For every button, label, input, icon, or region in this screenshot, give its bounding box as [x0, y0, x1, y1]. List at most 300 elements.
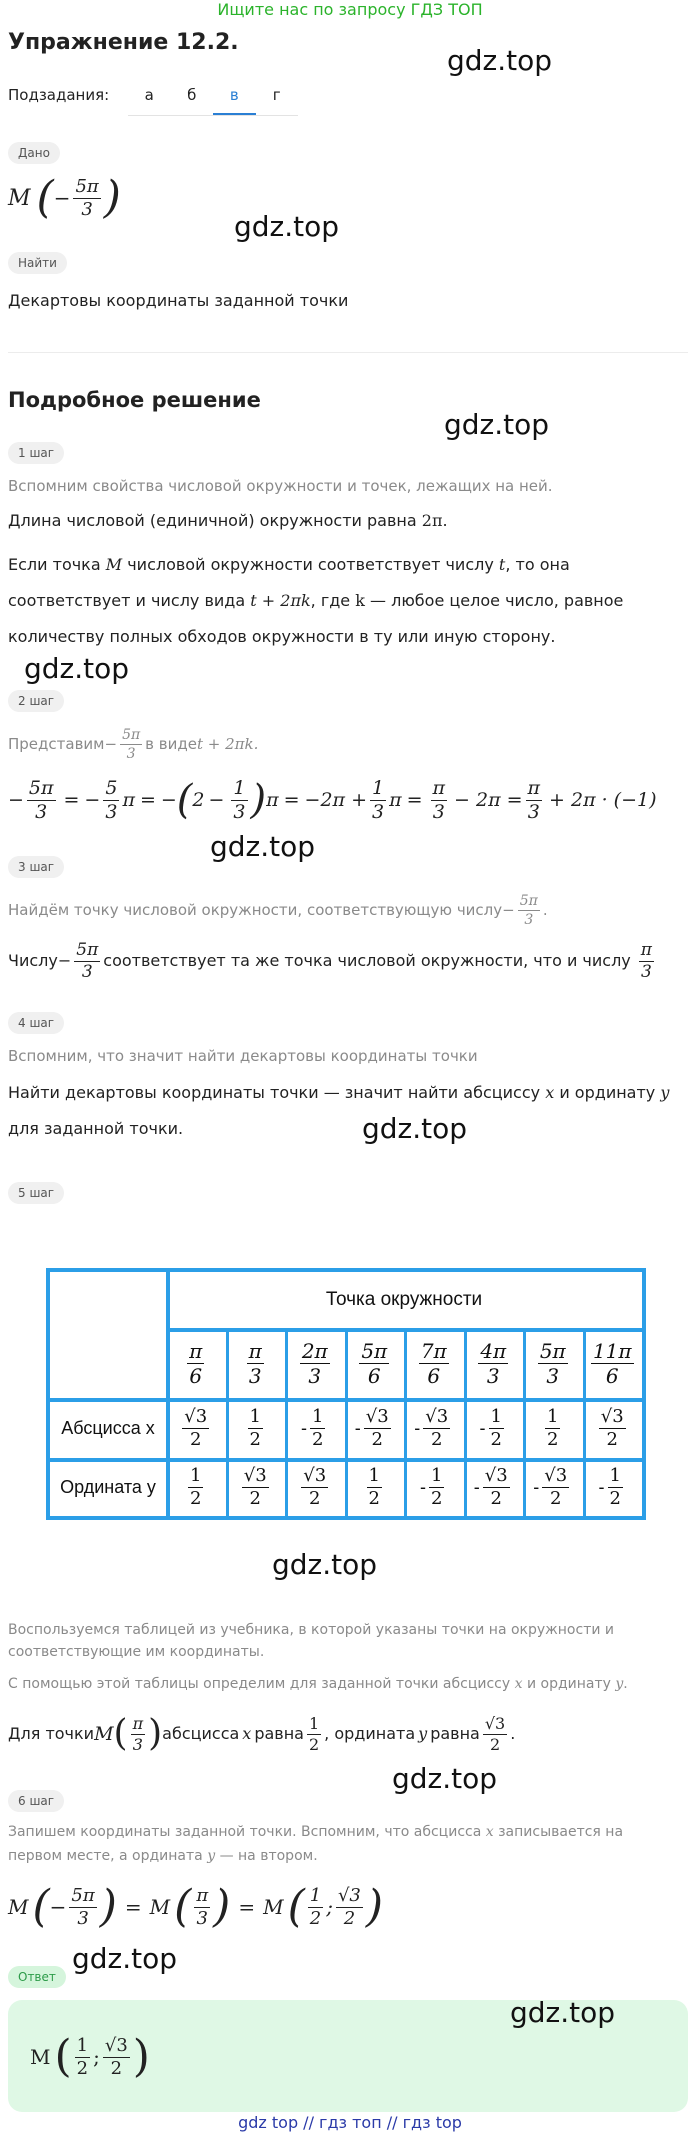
abscissa-cell — [285, 1398, 345, 1458]
angle-cell — [523, 1328, 583, 1398]
text: Длина числовой (единичной) окружности равна — [8, 511, 422, 530]
denominator: 2 — [542, 1487, 569, 1508]
numerator: √3 — [184, 1405, 208, 1427]
text: числовой окружности соответствует числу — [122, 555, 499, 574]
numerator: 1 — [609, 1464, 621, 1486]
step-3-hint — [8, 884, 548, 936]
denominator: 2 — [609, 1487, 621, 1509]
text: Числу — [8, 951, 58, 970]
fraction — [103, 2034, 130, 2079]
numerator: √3 — [484, 1464, 508, 1486]
minus-sign: − — [49, 1895, 67, 1919]
numerator: π — [132, 1713, 144, 1733]
answer-formula: M ( $\frac{1}{2}$ ; $\frac{√3}{2}$ ) — [30, 2031, 150, 2082]
minus-sign: − — [53, 186, 71, 210]
fraction — [367, 1464, 382, 1509]
fraction — [429, 1464, 444, 1509]
text: в виде — [145, 735, 197, 753]
step-4-p1 — [8, 1082, 669, 1104]
watermark: gdz.top — [272, 1548, 378, 1581]
math: M — [263, 1895, 284, 1919]
denominator: 3 — [131, 1734, 146, 1753]
denominator: 2 — [599, 1428, 626, 1449]
numerator: π — [196, 1884, 209, 1906]
math: k — [355, 591, 365, 610]
step-3-p — [8, 934, 657, 988]
numerator: π — [527, 776, 541, 799]
denominator: 3 — [73, 198, 100, 219]
denominator: 2 — [76, 2057, 89, 2079]
subtask-tabs — [128, 80, 298, 116]
number: 2 — [192, 789, 205, 811]
numerator: √3 — [104, 2034, 128, 2056]
numerator: 7π — [420, 1338, 447, 1363]
math: y — [660, 1083, 670, 1102]
text: соответствует та же точка числовой окружности, что и числу — [103, 951, 631, 970]
table-line — [285, 1328, 288, 1516]
text: Представим — [8, 735, 105, 753]
minus-sign: - — [354, 1417, 361, 1438]
numerator: π — [640, 939, 652, 960]
denominator: 2 — [242, 1487, 269, 1508]
step-1-p1 — [8, 510, 448, 532]
text: Запишем координаты заданной точки. Вспомним, что абсцисса — [8, 1824, 486, 1840]
table-line — [523, 1328, 526, 1516]
solution-title: Подробное решение — [8, 388, 261, 412]
fraction — [478, 1338, 508, 1388]
pi: π — [122, 789, 135, 811]
denominator: 2 — [423, 1428, 450, 1449]
numerator: 5π — [71, 1884, 95, 1906]
minus-sign: - — [414, 1417, 421, 1438]
fraction — [188, 1464, 203, 1509]
minus-sign: − — [104, 735, 118, 753]
numerator: 1 — [372, 776, 385, 799]
answer-chip: Ответ — [8, 1966, 66, 1988]
math: −2π + — [304, 789, 367, 811]
fraction — [103, 776, 119, 823]
step-2-equation: − $\frac{5\pi}{3}$ = − $\frac{5}{3}$ π = − ( 2 − $\frac{1}{3}$ ) π = −2π + $\frac{1}{3}$ π = $\frac{\pi}{3}$ − 2π = $\frac{\pi}{3}$ + 2π · (−1) — [8, 776, 657, 823]
denominator: 2 — [301, 1487, 328, 1508]
step-1-hint: Вспомним свойства числовой окружности и точек, лежащих на ней. — [8, 477, 553, 495]
pi: π — [266, 789, 279, 811]
equals: = — [238, 1895, 256, 1919]
math: + 2π · (−1) — [549, 789, 657, 811]
watermark: gdz.top — [210, 830, 316, 863]
step-3-chip: 3 шаг — [8, 856, 64, 878]
watermark: gdz.top — [392, 1762, 498, 1795]
tab-a[interactable]: а — [144, 86, 154, 104]
tab-g[interactable]: г — [272, 86, 281, 104]
step-6-hint-1 — [8, 1822, 623, 1842]
abscissa-cell — [404, 1398, 464, 1458]
numerator: 5π — [361, 1338, 388, 1363]
equals: = — [139, 789, 156, 811]
numerator: π — [189, 1338, 203, 1363]
ordinate-cell — [166, 1458, 226, 1516]
step-1-p3 — [8, 590, 623, 612]
denominator: 3 — [518, 910, 540, 927]
given-chip: Дано — [8, 142, 60, 164]
fraction — [194, 1884, 210, 1929]
fraction — [308, 1884, 323, 1929]
denominator: 2 — [483, 1734, 507, 1753]
minus-sign: - — [301, 1417, 308, 1438]
minus-sign: - — [420, 1476, 427, 1497]
denominator: 2 — [547, 1428, 559, 1450]
math: t + 2πk — [250, 591, 311, 610]
given-formula: M ( − $\frac{5\pi}{3}$ ) — [8, 172, 121, 223]
step-1-p4: количеству полных обходов окружности в ту или иную сторону. — [8, 627, 556, 646]
ordinate-cell — [285, 1458, 345, 1516]
ordinate-cell — [404, 1458, 464, 1516]
minus-sign: − — [8, 789, 24, 811]
math: M — [8, 1895, 29, 1919]
fraction — [370, 776, 386, 823]
minus-sign: - — [473, 1476, 480, 1497]
denominator: 3 — [526, 800, 543, 822]
numerator: 4π — [480, 1338, 507, 1363]
fraction — [336, 1884, 363, 1929]
denominator: 3 — [300, 1363, 330, 1386]
denominator: 6 — [419, 1363, 449, 1386]
text: Если точка — [8, 555, 106, 574]
fraction — [364, 1405, 391, 1450]
denominator: 2 — [336, 1907, 363, 1928]
fraction — [591, 1338, 634, 1388]
abscissa-cell — [226, 1398, 286, 1458]
fraction — [518, 894, 540, 927]
denominator: 3 — [105, 800, 118, 823]
text: абсцисса — [162, 1724, 240, 1743]
numerator: √3 — [600, 1405, 624, 1427]
numerator: 1 — [309, 1884, 322, 1906]
math: − 2π = — [454, 789, 523, 811]
numerator: 1 — [233, 776, 246, 799]
step-4-chip: 4 шаг — [8, 1012, 64, 1034]
numerator: 1 — [368, 1464, 380, 1486]
separator: ; — [93, 2045, 100, 2069]
numerator: 5π — [75, 175, 99, 197]
ordinate-cell — [345, 1458, 405, 1516]
watermark: gdz.top — [24, 652, 130, 685]
text: . — [510, 1724, 516, 1743]
denominator: 2 — [364, 1428, 391, 1449]
numerator: 1 — [547, 1405, 559, 1427]
fraction — [120, 728, 142, 761]
numerator: √3 — [425, 1405, 449, 1427]
fraction — [599, 1405, 626, 1450]
fraction — [310, 1405, 325, 1450]
fraction — [231, 776, 247, 823]
fraction — [423, 1405, 450, 1450]
math: y — [615, 1676, 624, 1692]
step-2-hint — [8, 718, 258, 770]
separator: ; — [326, 1895, 333, 1919]
text: , ордината — [324, 1724, 416, 1743]
fraction — [73, 175, 100, 220]
watermark: gdz.top — [234, 210, 340, 243]
minus-sign: - — [598, 1476, 605, 1497]
page-title: Упражнение 12.2. — [8, 30, 239, 55]
numerator: π — [248, 1338, 262, 1363]
watermark: gdz.top — [362, 1112, 468, 1145]
numerator: 1 — [490, 1405, 502, 1427]
fraction — [542, 1464, 569, 1509]
fraction — [489, 1405, 504, 1450]
equals: = — [63, 789, 80, 811]
text: и ординату — [522, 1676, 616, 1692]
denominator: 2 — [368, 1487, 380, 1509]
text: равна — [254, 1724, 304, 1743]
step-5-p: Для точки M ( $\frac{\pi}{3}$ ) абсцисса x равна $\frac{1}{2}$ , ордината y равна $\frac{√3}{2}$ . — [8, 1713, 516, 1754]
numerator: 1 — [249, 1405, 261, 1427]
numerator: 2π — [301, 1338, 328, 1363]
fraction — [300, 1338, 330, 1388]
denominator: 3 — [233, 800, 246, 823]
table-line — [464, 1328, 467, 1516]
fraction — [526, 776, 543, 823]
denominator: 6 — [359, 1363, 389, 1386]
math: M — [94, 1723, 114, 1745]
numerator: 1 — [431, 1464, 443, 1486]
denominator: 3 — [74, 961, 100, 981]
math: 2π — [421, 511, 443, 530]
denominator: 2 — [249, 1428, 261, 1450]
denominator: 2 — [312, 1428, 324, 1450]
fraction — [359, 1338, 389, 1388]
angle-cell — [285, 1328, 345, 1398]
text: — любое целое число, равное — [364, 591, 624, 610]
math: t — [498, 555, 506, 574]
numerator: √3 — [337, 1884, 361, 1906]
numerator: √3 — [303, 1464, 327, 1486]
text: С помощью этой таблицы определим для заданной точки абсциссу — [8, 1676, 515, 1692]
watermark: gdz.top — [447, 44, 553, 77]
fraction — [483, 1464, 510, 1509]
denominator: 3 — [431, 800, 448, 822]
numerator: 5 — [105, 776, 118, 799]
fraction — [247, 1338, 264, 1388]
tab-b[interactable]: б — [187, 86, 197, 104]
table-header: Точка окружности — [325, 1289, 483, 1310]
math: y — [418, 1724, 428, 1743]
numerator: π — [432, 776, 446, 799]
denominator: 2 — [483, 1487, 510, 1508]
numerator: √3 — [544, 1464, 568, 1486]
text: Найдём точку числовой окружности, соответствующую числу — [8, 901, 503, 919]
step-4-p2: для заданной точки. — [8, 1119, 184, 1138]
text: . — [542, 901, 548, 919]
numerator: 1 — [308, 1713, 320, 1733]
step-5-hint-2: соответствующие им координаты. — [8, 1644, 265, 1660]
denominator: 6 — [187, 1363, 204, 1386]
abscissa-cell — [523, 1398, 583, 1458]
denominator: 2 — [308, 1734, 320, 1754]
fraction — [639, 939, 654, 982]
math: t + 2πk. — [196, 735, 259, 753]
fraction — [301, 1464, 328, 1509]
numerator: 5π — [76, 939, 99, 960]
ordinate-cell — [583, 1458, 643, 1516]
tab-v[interactable]: в — [213, 80, 256, 115]
denominator: 3 — [247, 1363, 264, 1386]
numerator: 5π — [539, 1338, 566, 1363]
abscissa-cell — [166, 1398, 226, 1458]
step-6-chip: 6 шаг — [8, 1790, 64, 1812]
text: и ординату — [554, 1083, 661, 1102]
step-4-hint: Вспомним, что значит найти декартовы координаты точки — [8, 1047, 478, 1065]
denominator: 2 — [103, 2057, 130, 2078]
step-6-equation: M ( − $\frac{5\pi}{3}$ ) = M ( $\frac{\pi}{3}$ ) = M ( $\frac{1}{2}$ ; $\frac{√3}{2}$ ) — [8, 1881, 384, 1932]
numerator: 5π — [519, 892, 538, 909]
denominator: 2 — [309, 1907, 322, 1929]
top-banner[interactable]: Ищите нас по запросу ГДЗ ТОП — [217, 0, 483, 19]
fraction — [182, 1405, 209, 1450]
denominator: 3 — [478, 1363, 508, 1386]
pi: π — [389, 789, 402, 811]
fraction — [608, 1464, 623, 1509]
find-chip: Найти — [8, 252, 67, 274]
step-1-chip: 1 шаг — [8, 442, 64, 464]
text: . — [623, 1676, 628, 1692]
denominator: 3 — [639, 961, 654, 981]
ordinate-cell — [523, 1458, 583, 1516]
math: M — [105, 555, 123, 574]
subtasks-label: Подзадания: — [8, 86, 110, 104]
abscissa-cell — [583, 1398, 643, 1458]
angle-cell — [583, 1328, 643, 1398]
text: соответствует и числу вида — [8, 591, 251, 610]
fraction — [307, 1713, 321, 1754]
fraction — [131, 1713, 146, 1754]
step-5-chip: 5 шаг — [8, 1182, 64, 1204]
text: первом месте, а ордината — [8, 1848, 208, 1864]
step-1-p2 — [8, 554, 570, 576]
watermark: gdz.top — [510, 1996, 616, 2029]
equals: = — [283, 789, 300, 811]
fraction — [187, 1338, 204, 1388]
numerator: √3 — [484, 1713, 506, 1733]
abscissa-cell — [464, 1398, 524, 1458]
given-point: M — [8, 185, 31, 211]
fraction — [248, 1405, 263, 1450]
watermark: gdz.top — [444, 408, 550, 441]
watermark: gdz.top — [72, 1942, 178, 1975]
math: M — [149, 1895, 171, 1919]
numerator: 1 — [76, 2034, 89, 2056]
denominator: 2 — [431, 1487, 443, 1509]
fraction — [242, 1464, 269, 1509]
divider — [8, 352, 688, 353]
footer-links[interactable]: gdz top // гдз топ // гдз top — [238, 2113, 462, 2132]
math: y — [207, 1848, 216, 1864]
table-line — [404, 1328, 407, 1516]
fraction — [483, 1713, 507, 1754]
angle-cell — [404, 1328, 464, 1398]
abscissa-cell — [345, 1398, 405, 1458]
fraction — [74, 939, 100, 982]
fraction — [75, 2034, 90, 2079]
math: x — [485, 1824, 494, 1840]
equals: = — [406, 789, 423, 811]
table-line — [345, 1328, 348, 1516]
fraction — [27, 776, 56, 823]
minus-sign: − — [160, 789, 177, 811]
step-6-hint-2 — [8, 1846, 318, 1866]
fraction — [538, 1338, 568, 1388]
row-label-abscissa: Абсцисса x — [61, 1417, 155, 1438]
ordinate-cell — [226, 1458, 286, 1516]
text: . — [442, 511, 448, 530]
text: , где — [310, 591, 356, 610]
numerator: 1 — [190, 1464, 202, 1486]
angle-cell — [226, 1328, 286, 1398]
minus-sign: − — [208, 789, 225, 811]
numerator: √3 — [365, 1405, 389, 1427]
step-5-hint-1: Воспользуемся таблицей из учебника, в которой указаны точки на окружности и — [8, 1622, 614, 1638]
coordinates-table — [46, 1268, 646, 1520]
angle-cell — [345, 1328, 405, 1398]
text: , то она — [505, 555, 570, 574]
denominator: 2 — [190, 1487, 202, 1509]
find-text: Декартовы координаты заданной точки — [8, 291, 349, 310]
denominator: 2 — [182, 1428, 209, 1449]
table-line — [226, 1328, 229, 1516]
denominator: 2 — [490, 1428, 502, 1450]
minus-sign: − — [57, 951, 72, 970]
denominator: 3 — [69, 1907, 96, 1928]
math: x — [545, 1083, 555, 1102]
denominator: 3 — [194, 1907, 210, 1928]
angle-cell — [166, 1328, 226, 1398]
step-2-chip: 2 шаг — [8, 690, 64, 712]
minus-sign: − — [84, 789, 101, 811]
text: Найти декартовы координаты точки — значит найти абсциссу — [8, 1083, 546, 1102]
text: равна — [430, 1724, 480, 1743]
text: Для точки — [8, 1724, 95, 1743]
numerator: 5π — [122, 726, 141, 743]
text: записывается на — [493, 1824, 624, 1840]
numerator: 5π — [28, 776, 54, 799]
fraction — [431, 776, 448, 823]
numerator: 1 — [312, 1405, 324, 1427]
fraction — [69, 1884, 96, 1929]
minus-sign: − — [502, 901, 515, 919]
step-5-hint-3 — [8, 1674, 628, 1694]
row-label-ordinate: Ордината у — [60, 1476, 156, 1497]
numerator: 11π — [592, 1338, 632, 1363]
fraction — [419, 1338, 449, 1388]
math: x — [514, 1676, 523, 1692]
numerator: √3 — [243, 1464, 267, 1486]
denominator: 6 — [591, 1363, 634, 1386]
ordinate-cell — [464, 1458, 524, 1516]
fraction — [545, 1405, 560, 1450]
denominator: 3 — [372, 800, 385, 823]
minus-sign: - — [479, 1417, 486, 1438]
angle-cell — [464, 1328, 524, 1398]
minus-sign: - — [533, 1476, 540, 1497]
denominator: 3 — [120, 744, 142, 761]
math: M — [30, 2045, 51, 2069]
table-line — [166, 1272, 170, 1516]
math: x — [242, 1724, 252, 1743]
denominator: 3 — [538, 1363, 568, 1386]
text: — на втором. — [215, 1848, 318, 1864]
equals: = — [124, 1895, 142, 1919]
table-line — [583, 1328, 586, 1516]
